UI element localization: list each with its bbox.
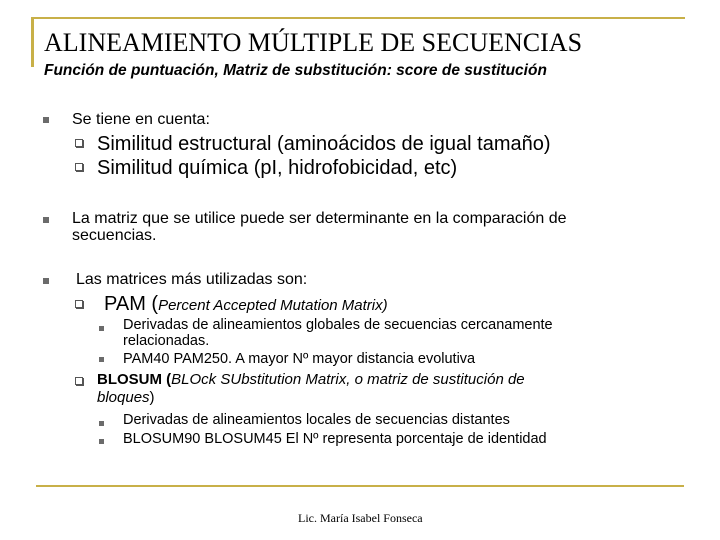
- blosum-heading-line2: [97, 389, 155, 407]
- bullet-square-icon: [99, 357, 104, 362]
- sub-bullet-text: Similitud química (pI, hidrofobicidad, etc): [97, 157, 458, 179]
- bullet-text-line1: La matriz que se utilice puede ser determinante en la comparación de: [72, 210, 567, 227]
- sub-bullet-text: Similitud estructural (aminoácidos de igual tamaño): [97, 133, 551, 155]
- slide-subtitle: Función de puntuación, Matriz de substitución: score de sustitución: [44, 62, 547, 79]
- checkbox-bullet-icon: [75, 300, 83, 308]
- bullet-square-icon: [99, 326, 104, 331]
- bullet-text: Se tiene en cuenta:: [72, 111, 210, 128]
- blosum-name: BLOSUM (: [97, 371, 172, 388]
- checkbox-bullet-icon: [75, 139, 83, 147]
- pam-point-line1: Derivadas de alineamientos globales de secuencias cercanamente: [123, 317, 553, 333]
- bullet-square-icon: [43, 117, 49, 123]
- pam-point-line2: relacionadas.: [123, 333, 210, 349]
- footer-author: Lic. María Isabel Fonseca: [298, 511, 423, 525]
- title-accent-vertical: [31, 17, 34, 67]
- blosum-expansion-line1: BLOck SUbstitution Matrix, o matriz de sustitución de: [171, 371, 525, 388]
- title-accent-top: [31, 17, 685, 19]
- bullet-text: Las matrices más utilizadas son:: [76, 271, 308, 288]
- checkbox-bullet-icon: [75, 377, 83, 385]
- bullet-square-icon: [99, 421, 104, 426]
- slide-title: ALINEAMIENTO MÚLTIPLE DE SECUENCIAS: [44, 28, 583, 57]
- blosum-close-paren: ): [149, 389, 155, 406]
- blosum-point: Derivadas de alineamientos locales de secuencias distantes: [123, 412, 510, 428]
- pam-point: PAM40 PAM250. A mayor Nº mayor distancia evolutiva: [123, 351, 476, 367]
- bullet-square-icon: [99, 439, 104, 444]
- blosum-point: BLOSUM90 BLOSUM45 El Nº representa porcentaje de identidad: [123, 431, 547, 447]
- pam-heading: [104, 292, 388, 316]
- bullet-text-line2: secuencias.: [72, 227, 157, 244]
- pam-name: PAM (: [104, 293, 159, 315]
- blosum-heading-line1: [97, 371, 525, 389]
- checkbox-bullet-icon: [75, 163, 83, 171]
- pam-expansion: Percent Accepted Mutation Matrix): [158, 297, 388, 314]
- footer-divider: [36, 485, 684, 487]
- blosum-expansion-line2: bloques: [97, 389, 150, 406]
- bullet-square-icon: [43, 278, 49, 284]
- bullet-square-icon: [43, 217, 49, 223]
